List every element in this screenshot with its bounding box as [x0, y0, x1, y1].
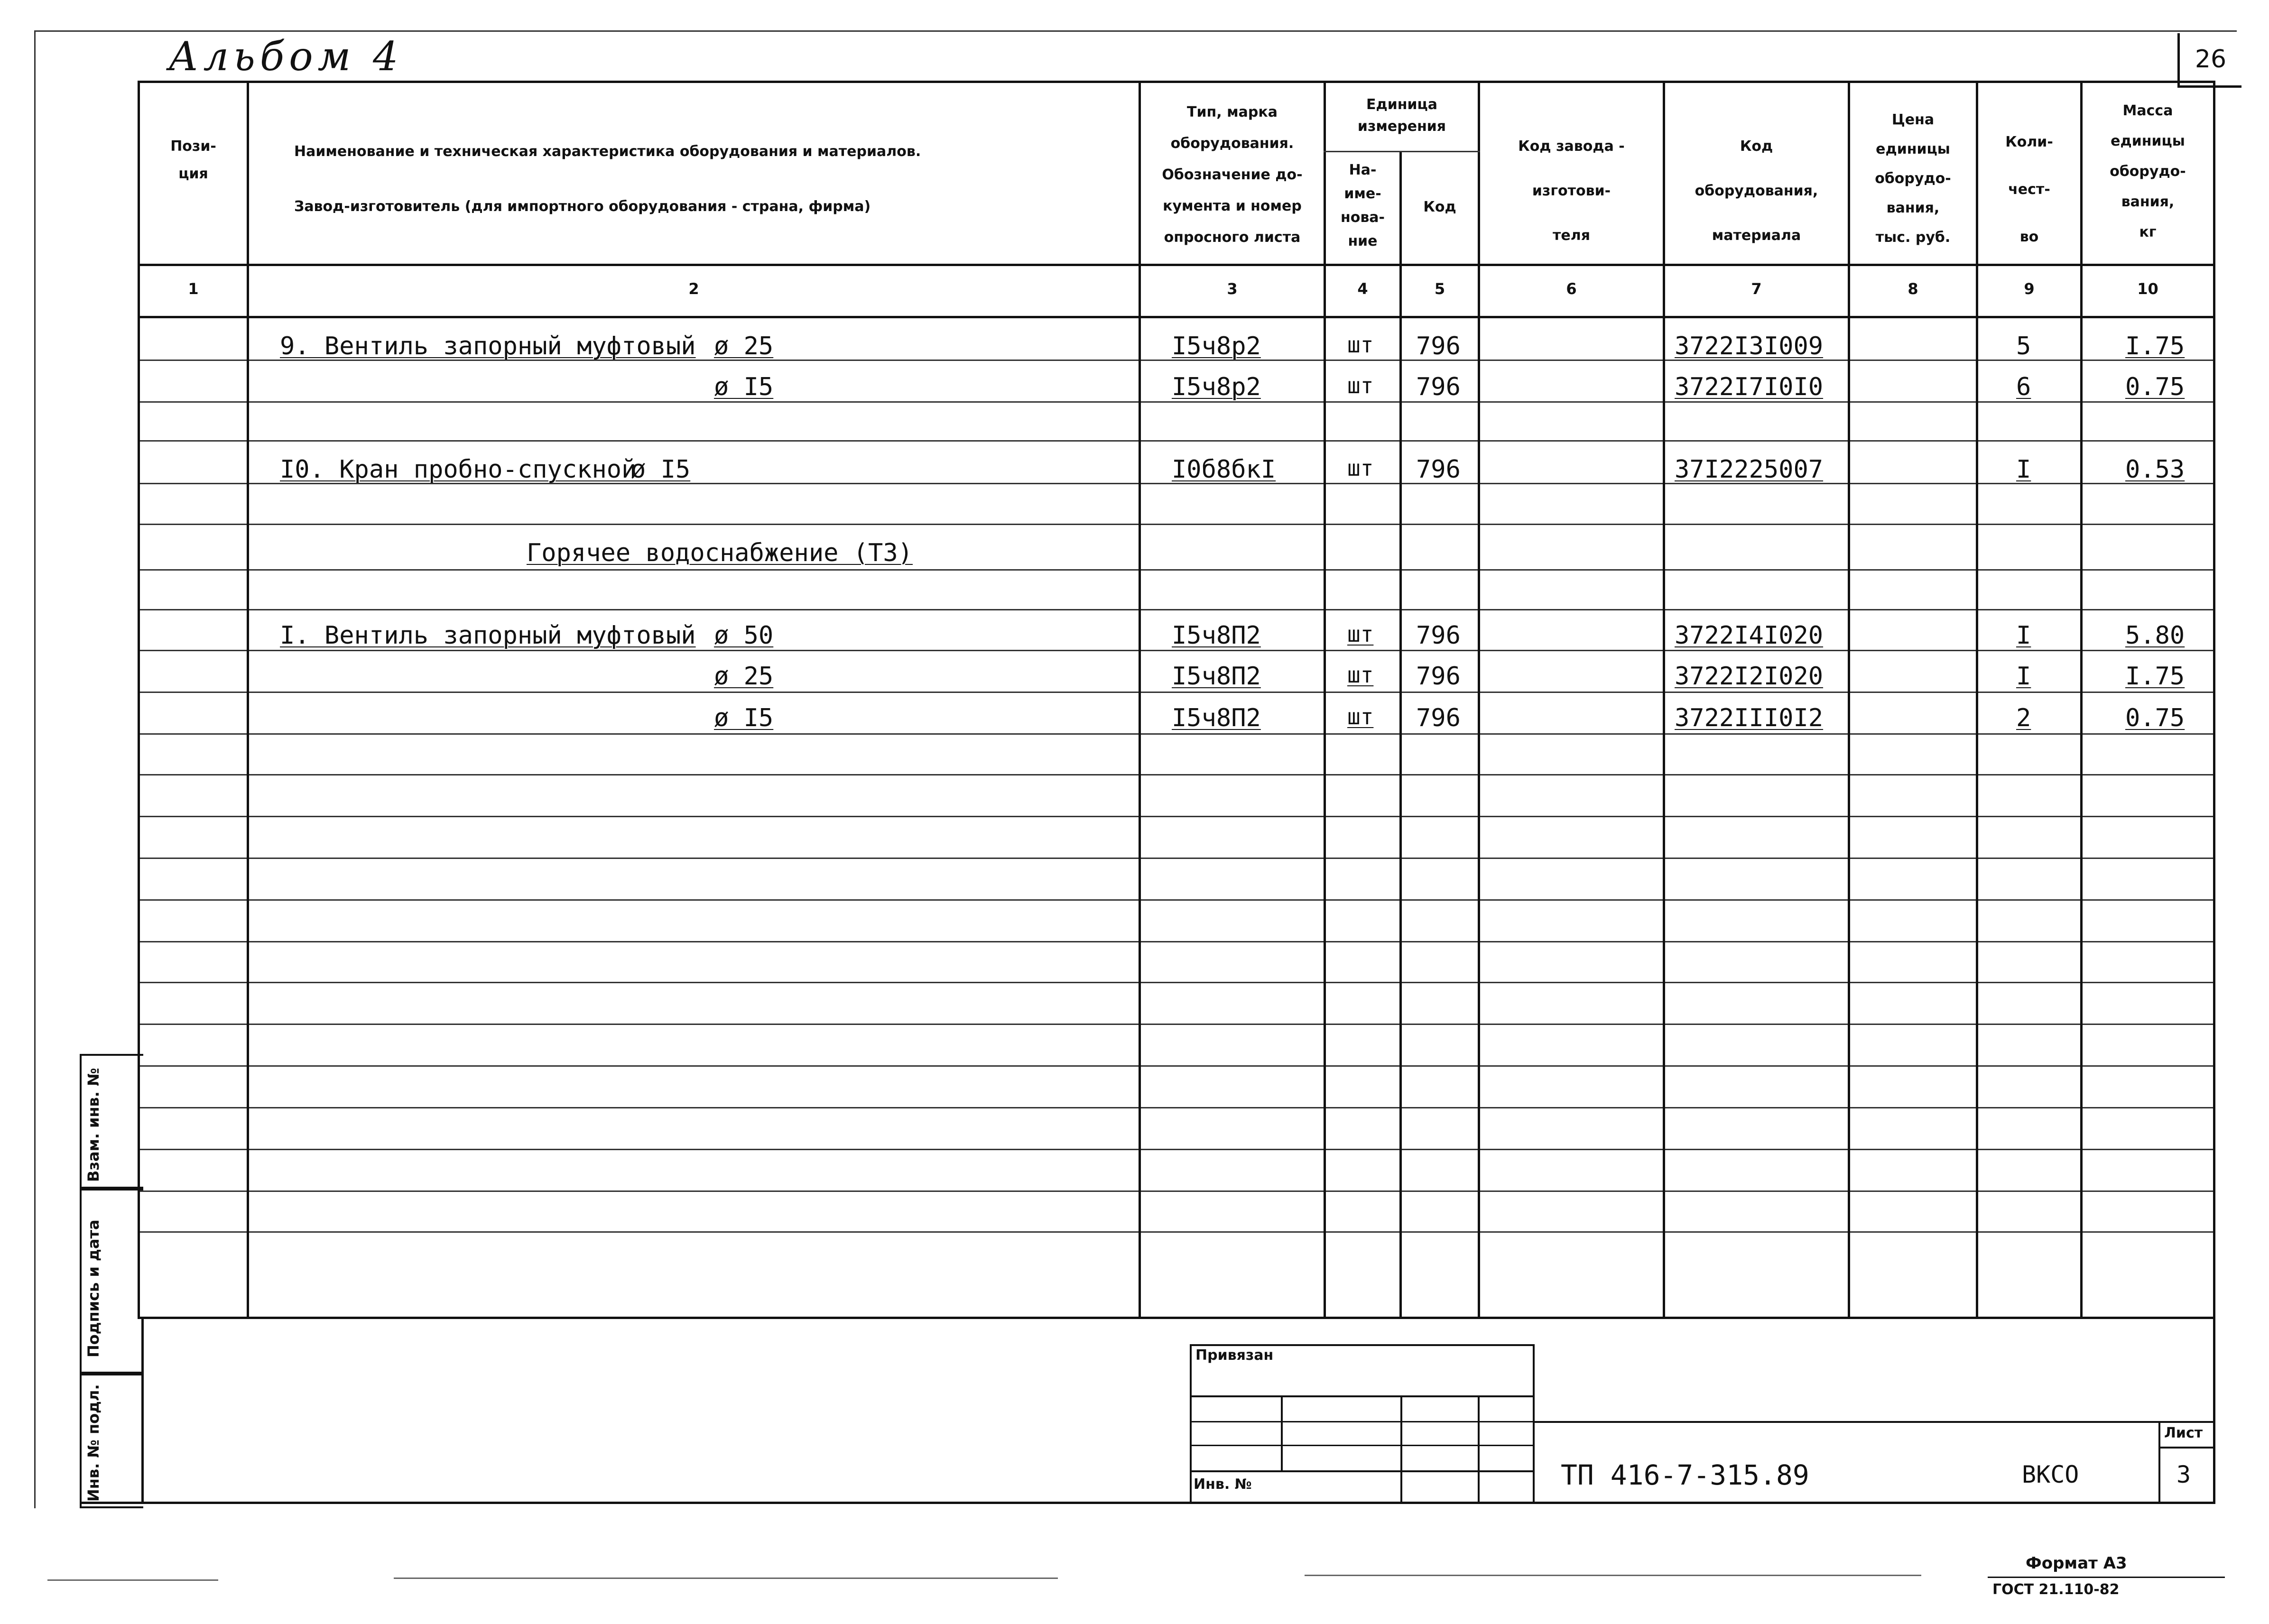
colnum-10: 10: [2137, 280, 2158, 298]
col-line: [2080, 81, 2083, 1318]
sheet-bottom-line: [80, 1502, 2215, 1504]
section-code: ВКСО: [2022, 1461, 2079, 1488]
row-type: I5ч8П2: [1172, 704, 1261, 732]
header-col9: Коли- чест- во: [2005, 134, 2053, 245]
col-line: [1976, 81, 1978, 1318]
header-col4: На- име- нова- ние: [1340, 162, 1385, 249]
col-line: [1324, 81, 1326, 1318]
row-line: [138, 1065, 2215, 1067]
row-line: [138, 774, 2215, 775]
row-mass: I.75: [2125, 332, 2185, 360]
row-line: [138, 1149, 2215, 1150]
scan-line: [47, 1579, 218, 1581]
row-qty: I: [2016, 455, 2031, 484]
privyazan-label: Привязан: [1195, 1347, 1274, 1364]
row-diameter: ø 50: [714, 621, 774, 650]
row-material-code: 3722I4I020: [1675, 621, 1824, 650]
row-line: [138, 401, 2215, 403]
header-col5: Код: [1423, 199, 1456, 215]
privyazan-col-line: [1400, 1395, 1402, 1504]
privyazan-row-line: [1190, 1421, 1535, 1422]
row-line: [138, 899, 2215, 901]
colnum-3: 3: [1227, 280, 1238, 298]
list-label: Лист: [2164, 1425, 2203, 1441]
format-label: Формат А3: [2026, 1554, 2127, 1573]
row-material-code: 3722III0I2: [1675, 704, 1824, 732]
row-qty: I: [2016, 662, 2031, 691]
row-type: I0б8бкI: [1172, 455, 1276, 484]
header-bottom-border: [138, 264, 2215, 266]
col-line: [1139, 81, 1141, 1318]
row-unit: шт: [1347, 621, 1374, 647]
col-line: [1399, 151, 1402, 1318]
colnum-7: 7: [1751, 280, 1762, 298]
format-line: [1988, 1577, 2225, 1578]
header-col3: Тип, марка оборудования. Обозначение до- кумента и номер опросного листа: [1162, 104, 1303, 246]
row-unit: шт: [1347, 704, 1374, 729]
row-line: [138, 569, 2215, 571]
row-line: [138, 440, 2215, 442]
col-line: [2213, 81, 2215, 1318]
inv-no-label: Инв. №: [1194, 1476, 1252, 1493]
colnum-6: 6: [1566, 280, 1577, 298]
row-diameter: ø I5: [714, 704, 774, 732]
colnum-9: 9: [2024, 280, 2035, 298]
row-type: I5ч8р2: [1172, 332, 1261, 360]
header-col10: Масса единицы оборудо- вания, кг: [2110, 102, 2186, 240]
row-line: [138, 1190, 2215, 1192]
header-col6: Код завода - изготови- теля: [1518, 138, 1625, 244]
gost-label: ГОСТ 21.110-82: [1992, 1581, 2120, 1598]
row-qty: 5: [2016, 332, 2031, 360]
col-line: [1848, 81, 1850, 1318]
list-number: 3: [2176, 1461, 2191, 1488]
side-stamp-inv-label: Инв. № подл.: [84, 1384, 102, 1502]
row-name: I0. Кран пробно-спускной: [280, 455, 637, 484]
row-mass: 0.75: [2125, 704, 2185, 732]
doc-code: ТП 416-7-315.89: [1561, 1459, 1809, 1491]
colnum-5: 5: [1434, 280, 1445, 298]
scan-line: [1305, 1575, 1921, 1576]
row-name: 9. Вентиль запорный муфтовый: [280, 332, 696, 360]
row-material-code: 3722I7I0I0: [1675, 373, 1824, 401]
col-line: [247, 81, 249, 1318]
side-stamp-podpis-label: Подпись и дата: [84, 1219, 102, 1357]
row-line: [138, 1024, 2215, 1025]
row-code: 796: [1416, 455, 1461, 484]
row-diameter: ø 25: [714, 332, 774, 360]
row-material-code: 37I2225007: [1675, 455, 1824, 484]
row-code: 796: [1416, 662, 1461, 691]
row-diameter: ø I5: [631, 455, 691, 484]
unit-group-line: [1324, 151, 1480, 152]
row-diameter: ø I5: [714, 373, 774, 401]
row-code: 796: [1416, 332, 1461, 360]
row-type: I5ч8П2: [1172, 662, 1261, 691]
row-line: [138, 650, 2215, 651]
privyazan-col-line: [1478, 1395, 1480, 1504]
row-qty: 6: [2016, 373, 2031, 401]
colnum-2: 2: [688, 280, 699, 298]
colnum-8: 8: [1908, 280, 1918, 298]
table-top-border: [138, 81, 2215, 83]
list-col-line: [2158, 1421, 2160, 1503]
doc-block-top: [1535, 1421, 2215, 1423]
row-line: [138, 733, 2215, 735]
privyazan-col-line: [1281, 1395, 1283, 1471]
page-number: 26: [2177, 33, 2241, 88]
row-line: [138, 609, 2215, 610]
row-mass: 0.75: [2125, 373, 2185, 401]
stamp-left-line: [141, 1317, 144, 1504]
row-code: 796: [1416, 621, 1461, 650]
header-col8: Цена единицы оборудо- вания, тыс. руб.: [1875, 111, 1951, 246]
colnum-4: 4: [1357, 280, 1368, 298]
colnum-1: 1: [188, 280, 199, 298]
row-qty: I: [2016, 621, 2031, 650]
row-mass: 0.53: [2125, 455, 2185, 484]
row-line: [138, 816, 2215, 817]
album-note: Альбом 4: [168, 33, 403, 80]
numbers-bottom-border: [138, 316, 2215, 318]
row-type: I5ч8П2: [1172, 621, 1261, 650]
row-code: 796: [1416, 704, 1461, 732]
privyazan-row-line: [1190, 1445, 1535, 1446]
row-code: 796: [1416, 373, 1461, 401]
header-col7: Код оборудования, материала: [1695, 138, 1818, 244]
stamp-right-line: [2213, 1317, 2215, 1504]
row-line: [138, 858, 2215, 859]
scan-line: [394, 1578, 1058, 1579]
row-diameter: ø 25: [714, 662, 774, 691]
row-mass: 5.80: [2125, 621, 2185, 650]
privyazan-row-line: [1190, 1470, 1535, 1472]
row-line: [138, 1231, 2215, 1233]
row-qty: 2: [2016, 704, 2031, 732]
header-unit-group: Единица измерения: [1357, 96, 1446, 135]
row-name: I. Вентиль запорный муфтовый: [280, 621, 696, 650]
col-line: [1663, 81, 1665, 1318]
header-col2: Наименование и техническая характеристика оборудования и материалов. Завод-изготовитель (для импортного оборудования - страна, фирма): [294, 143, 921, 215]
list-label-line: [2158, 1447, 2215, 1449]
header-col1: Пози- ция: [170, 138, 216, 182]
row-line: [138, 982, 2215, 983]
row-unit: шт: [1347, 455, 1374, 481]
row-material-code: 3722I2I020: [1675, 662, 1824, 691]
row-mass: I.75: [2125, 662, 2185, 691]
row-type: I5ч8р2: [1172, 373, 1261, 401]
table-bottom-border: [138, 1317, 2215, 1319]
row-unit: шт: [1347, 332, 1374, 358]
row-line: [138, 692, 2215, 693]
row-line: [138, 941, 2215, 942]
row-line: [138, 1107, 2215, 1108]
row-material-code: 3722I3I009: [1675, 332, 1824, 360]
row-unit: шт: [1347, 662, 1374, 688]
col-line: [1478, 81, 1480, 1318]
row-unit: шт: [1347, 373, 1374, 398]
side-stamp-vzam-label: Взам. инв. №: [84, 1068, 102, 1182]
row-line: [138, 524, 2215, 525]
privyazan-row-line: [1190, 1395, 1535, 1397]
section-title: Горячее водоснабжение (Т3): [527, 539, 913, 567]
